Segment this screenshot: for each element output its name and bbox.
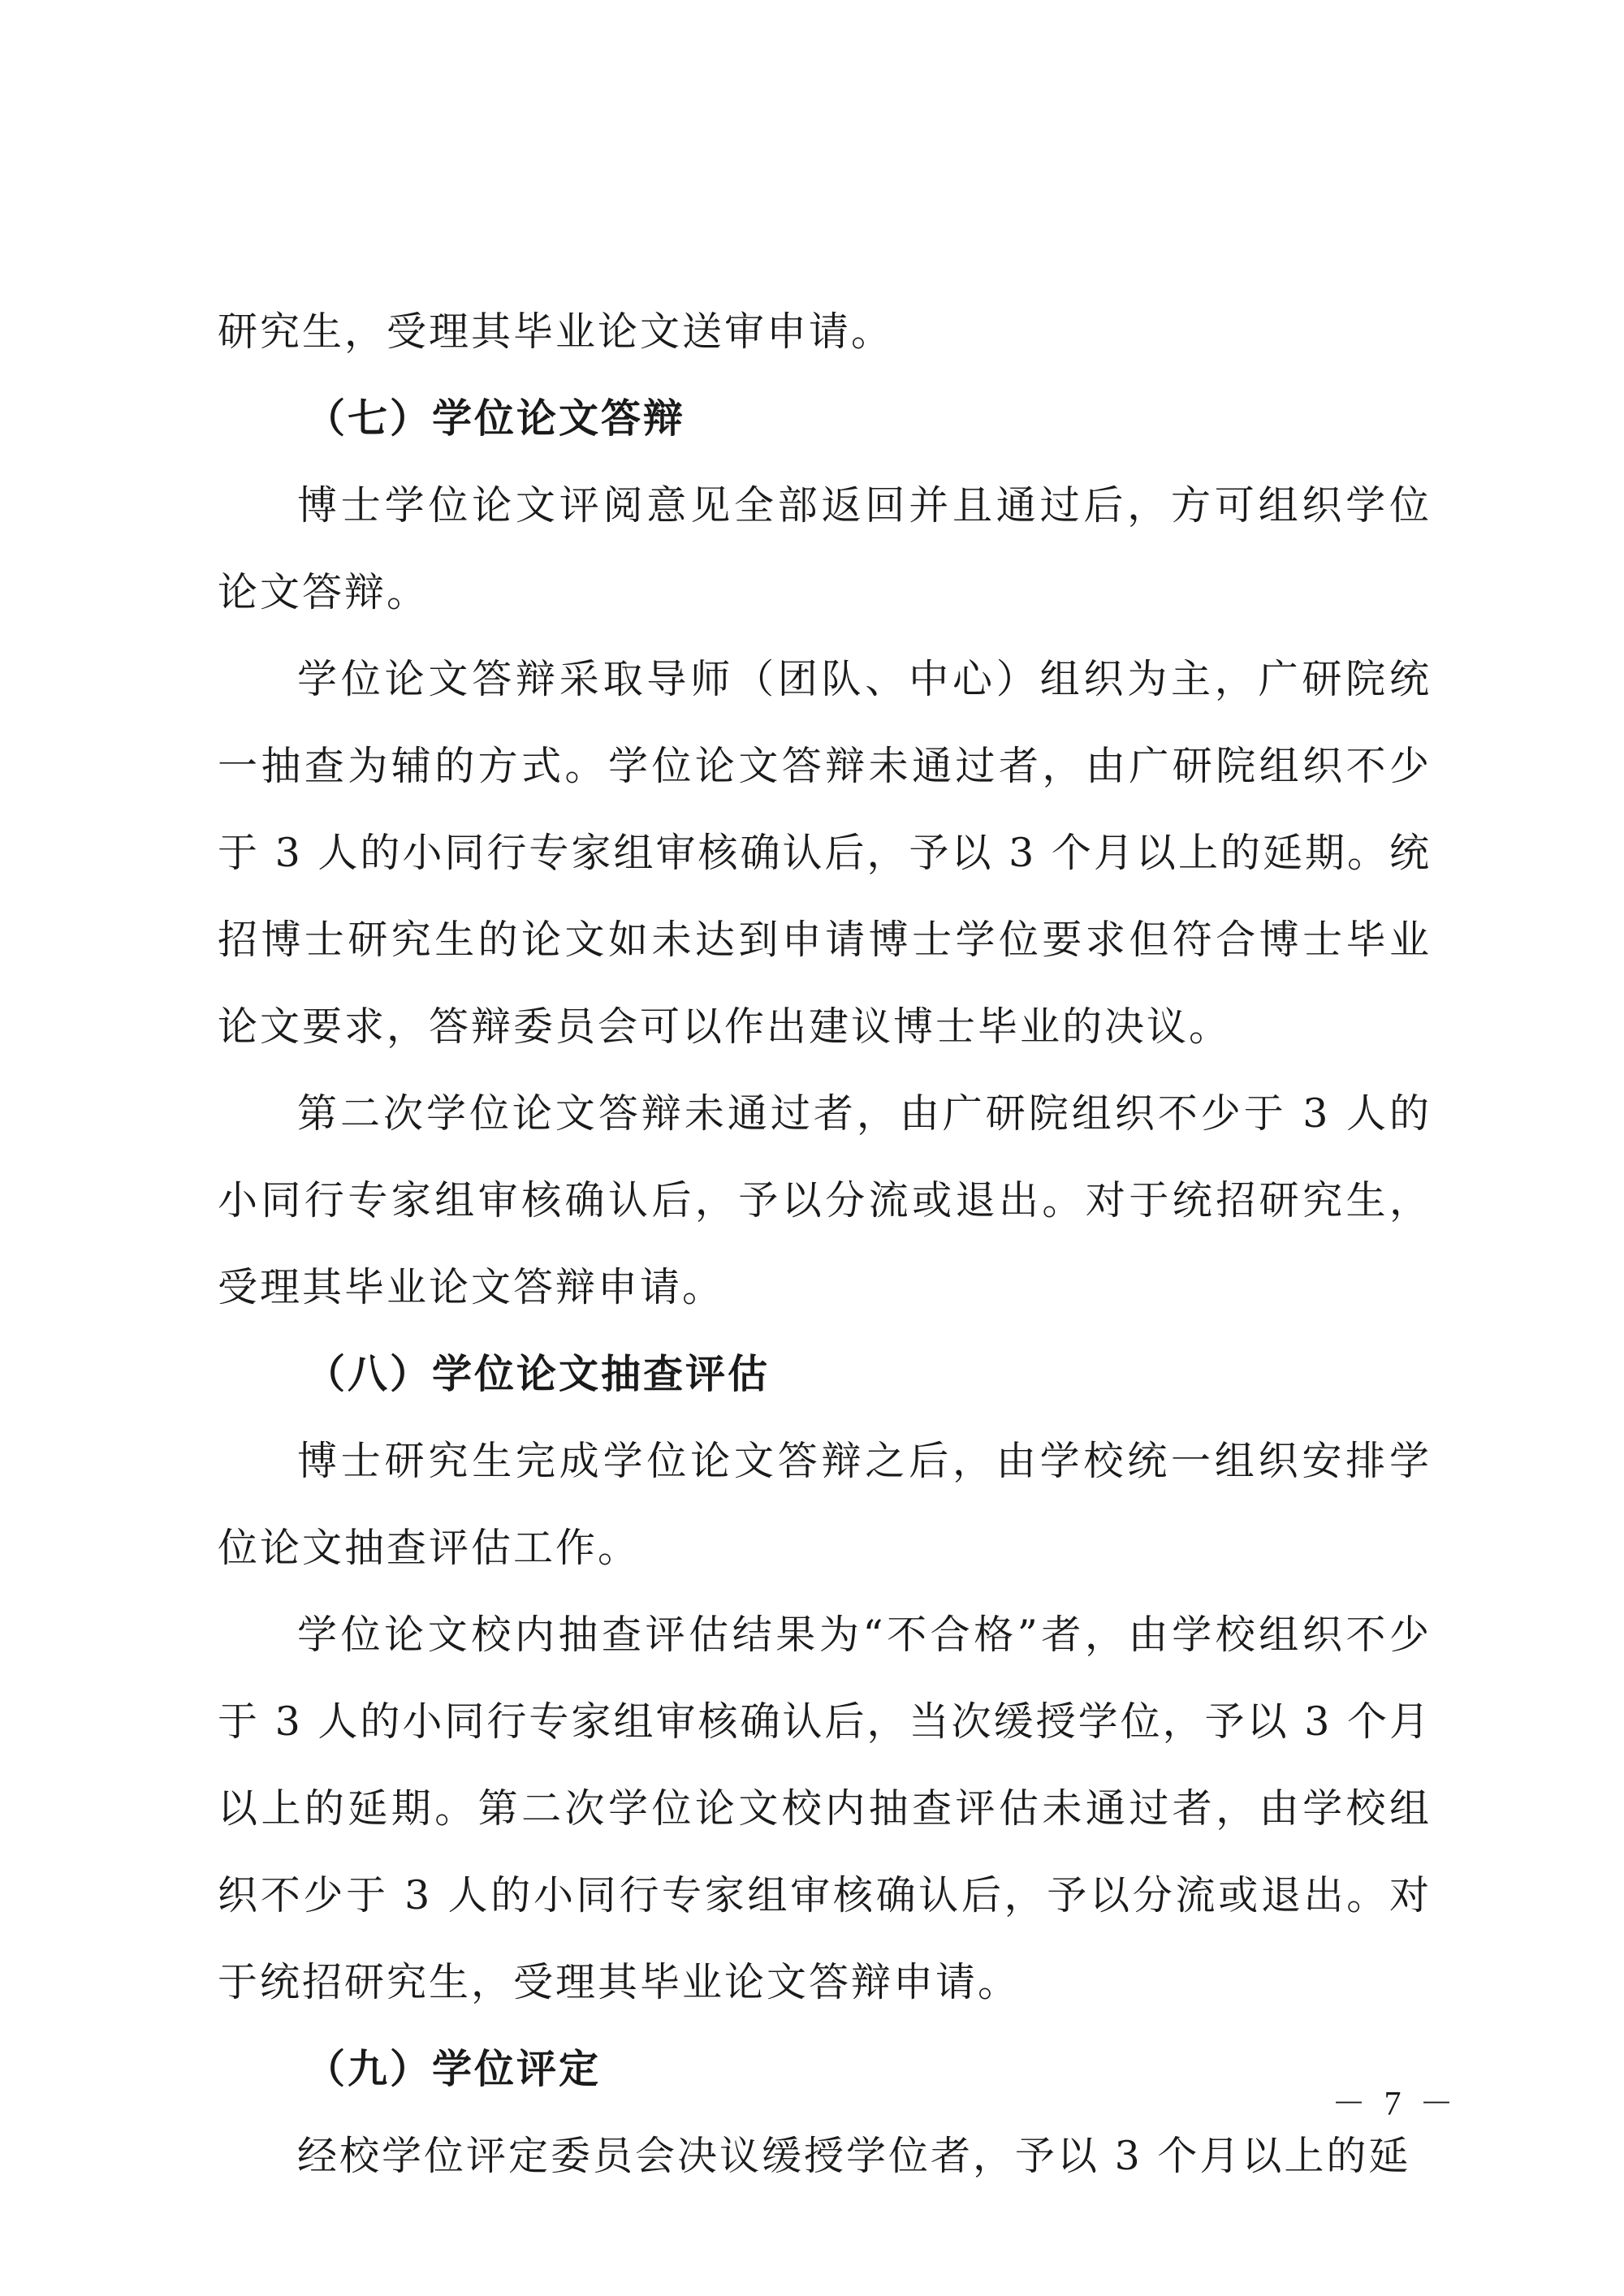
section-heading-9: （九）学位评定 [305,2045,602,2092]
document-body [218,288,1432,2199]
section-heading-7: （七）学位论文答辩 [305,395,686,442]
paragraph: 博士研究生完成学位论文答辩之后，由学校统一组织安排学位论文抽查评估工作。 [218,1438,1432,1571]
paragraph: 经校学位评定委员会决议缓授学位者，予以 3 个月以上的延 [297,2133,1411,2179]
paragraph: 第二次学位论文答辩未通过者，由广研院组织不少于 3 人的小同行专家组审核确认后，予以分流或退出。对于统招研究生，受理其毕业论文答辩申请。 [218,1090,1432,1310]
paragraph: 学位论文答辩采取导师（团队、中心）组织为主，广研院统一抽查为辅的方式。学位论文答辩未通过者，由广研院组织不少于 3 人的小同行专家组审核确认后，予以 3 个月以上的延期。统招博士研究生的论文如未达到申请博士学位要求但符合博士毕业论文要求，答辩委员会可以作出建议博士毕业的决议。 [218,656,1432,1050]
paragraph: 学位论文校内抽查评估结果为“不合格”者，由学校组织不少于 3 人的小同行专家组审核确认后，当次缓授学位，予以 3 个月以上的延期。第二次学位论文校内抽查评估未通过者，由学校组织不少于 3 人的小同行专家组审核确认后，予以分流或退出。对于统招研究生，受理其毕业论文答辩申请。 [218,1612,1432,2005]
section-heading-8: （八）学位论文抽查评估 [305,1350,771,1397]
paragraph: 博士学位论文评阅意见全部返回并且通过后，方可组织学位论文答辩。 [218,482,1432,615]
page-number: － 7 － [1332,2086,1459,2123]
continuation-paragraph: 研究生，受理其毕业论文送审申请。 [218,309,894,355]
